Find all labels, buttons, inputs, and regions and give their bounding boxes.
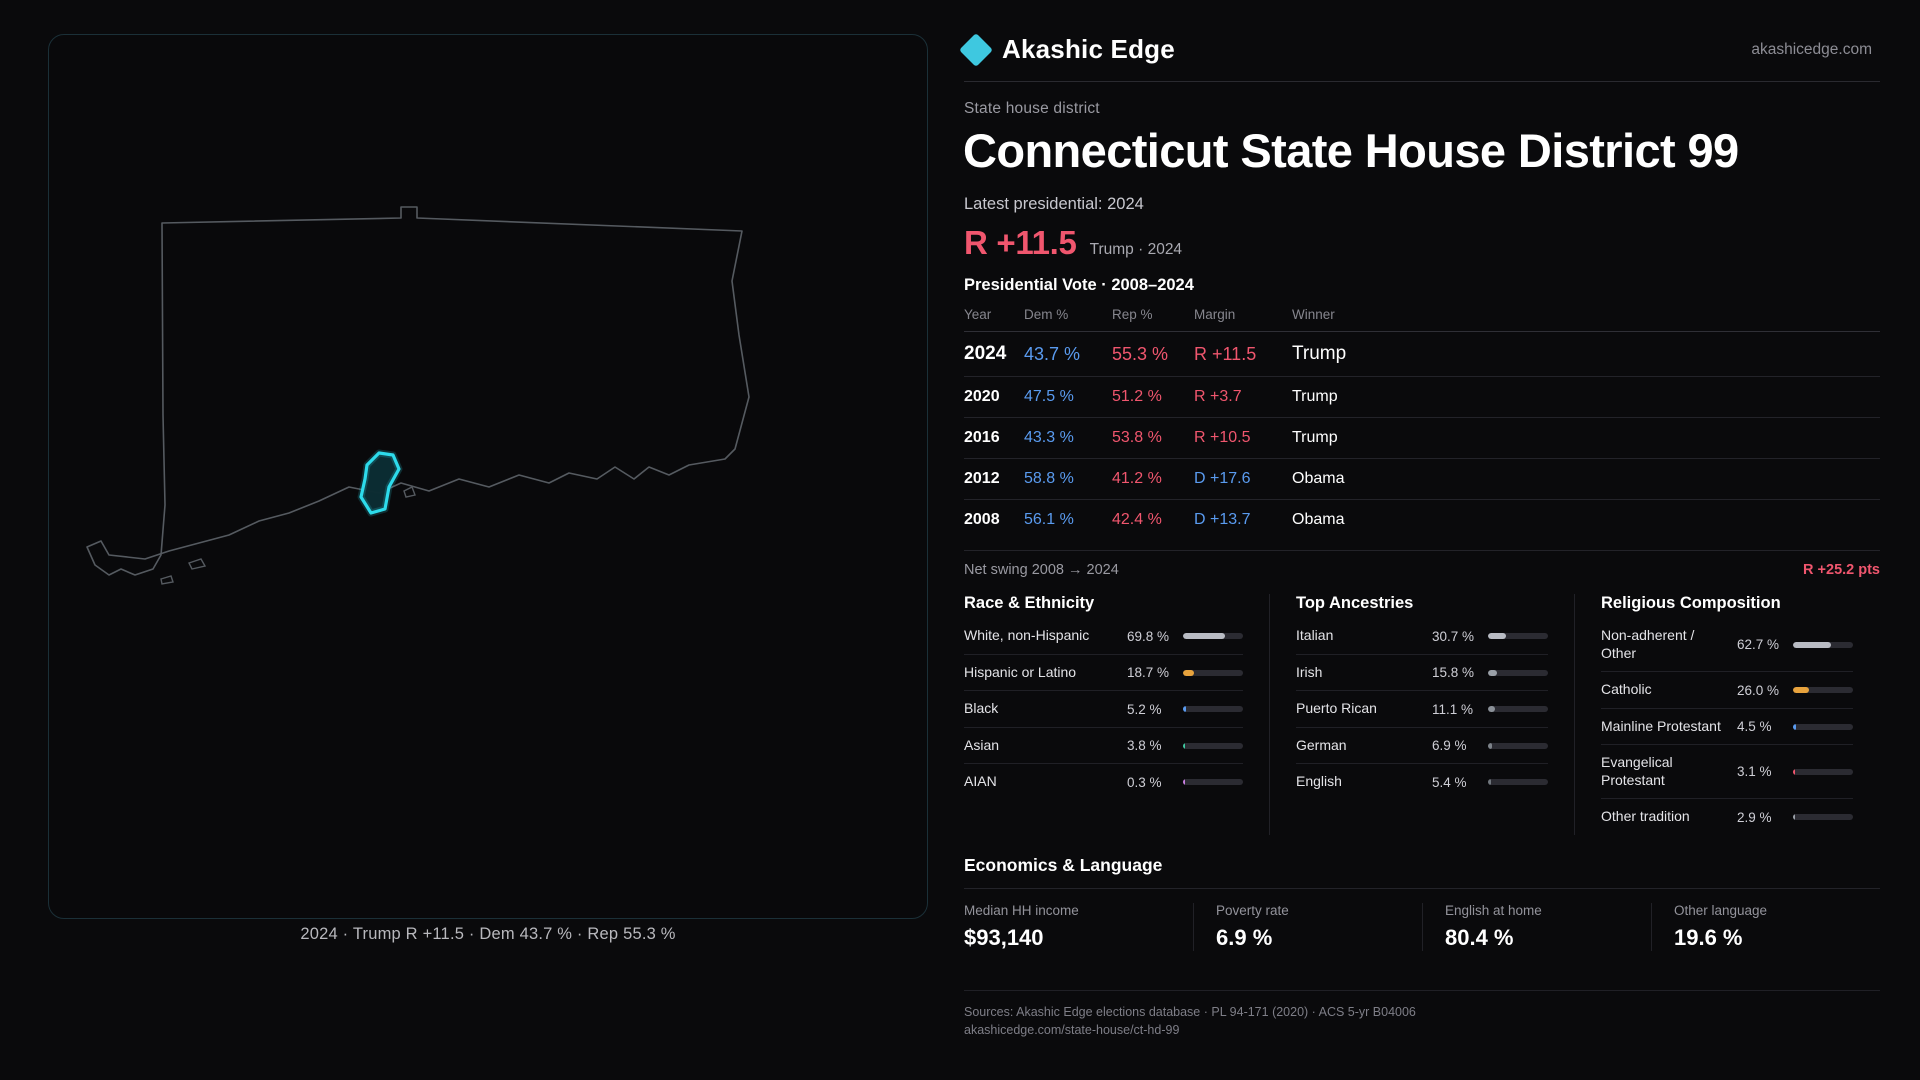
economics-cell-label: Other language bbox=[1674, 902, 1768, 918]
demo-row-value: 5.4 % bbox=[1432, 774, 1467, 790]
demo-row-label: Catholic bbox=[1601, 681, 1652, 698]
demo-row bbox=[1601, 798, 1853, 835]
demo-row bbox=[964, 763, 1243, 800]
demo-row bbox=[1601, 744, 1853, 798]
race-ethnicity-title: Race & Ethnicity bbox=[964, 594, 1095, 613]
sources-line-1: Sources: Akashic Edge elections database · PL 94-171 (2020) · ACS 5-yr B04006 bbox=[964, 1004, 1416, 1019]
map-caption: 2024 · Trump R +11.5 · Dem 43.7 % · Rep 55.3 % bbox=[300, 925, 676, 943]
demo-row-label: Hispanic or Latino bbox=[964, 663, 1077, 680]
demo-row-label: Asian bbox=[964, 736, 1000, 753]
demo-row-value: 2.9 % bbox=[1737, 809, 1772, 825]
table-header-row bbox=[964, 307, 1880, 332]
net-swing-label: Net swing 2008 → 2024 bbox=[964, 562, 1119, 579]
cell-dem: 47.5 % bbox=[1024, 377, 1112, 418]
race-ethnicity-column bbox=[964, 594, 1269, 835]
demo-row-bar bbox=[1488, 779, 1548, 785]
demo-row bbox=[1601, 671, 1853, 708]
demo-row-value: 15.8 % bbox=[1432, 665, 1475, 681]
economics-cell-value: 19.6 % bbox=[1674, 924, 1743, 950]
cell-rep: 51.2 % bbox=[1112, 377, 1194, 418]
economics-cell bbox=[1422, 903, 1651, 951]
demo-row bbox=[1296, 727, 1548, 764]
demo-row-value: 0.3 % bbox=[1127, 774, 1162, 790]
demographics-columns bbox=[964, 594, 1880, 835]
table-row bbox=[964, 418, 1880, 459]
demo-row-bar bbox=[1183, 633, 1243, 639]
demo-row bbox=[964, 654, 1243, 691]
map-frame[interactable] bbox=[48, 34, 928, 919]
economics-cell-value: $93,140 bbox=[964, 924, 1044, 950]
cell-winner: Trump bbox=[1292, 377, 1880, 418]
demo-row-bar bbox=[1488, 633, 1548, 639]
religious-composition-title: Religious Composition bbox=[1601, 594, 1781, 613]
cell-margin: D +17.6 bbox=[1194, 459, 1292, 500]
economics-title: Economics & Language bbox=[964, 854, 1163, 875]
cell-dem: 43.3 % bbox=[1024, 418, 1112, 459]
headline-margin bbox=[964, 224, 1872, 262]
cell-year: 2024 bbox=[964, 332, 1024, 377]
demo-row-label: English bbox=[1296, 773, 1342, 790]
cell-dem: 58.8 % bbox=[1024, 459, 1112, 500]
demo-row-value: 30.7 % bbox=[1432, 628, 1475, 644]
connecticut-map bbox=[49, 35, 928, 919]
demo-row-bar bbox=[1793, 814, 1853, 820]
demo-row bbox=[964, 623, 1243, 654]
demo-row-label: Irish bbox=[1296, 663, 1323, 680]
demo-row-label: Italian bbox=[1296, 627, 1334, 644]
demo-row-label: German bbox=[1296, 736, 1347, 753]
cell-margin: D +13.7 bbox=[1194, 500, 1292, 541]
demo-row-label: Puerto Rican bbox=[1296, 700, 1377, 717]
cell-winner: Obama bbox=[1292, 500, 1880, 541]
col-margin: Margin bbox=[1194, 307, 1236, 323]
table-row bbox=[964, 500, 1880, 541]
demo-row-value: 69.8 % bbox=[1127, 628, 1170, 644]
demo-row bbox=[1296, 690, 1548, 727]
sources-block bbox=[964, 990, 1880, 1041]
cell-rep: 41.2 % bbox=[1112, 459, 1194, 500]
cell-margin: R +10.5 bbox=[1194, 418, 1292, 459]
eyebrow-label: State house district bbox=[964, 100, 1100, 117]
presidential-vote-table bbox=[964, 307, 1880, 540]
top-ancestries-column bbox=[1269, 594, 1574, 835]
demo-row-bar bbox=[1183, 743, 1243, 749]
cell-year: 2008 bbox=[964, 500, 1024, 541]
cell-rep: 53.8 % bbox=[1112, 418, 1194, 459]
table-row bbox=[964, 459, 1880, 500]
demo-row-bar bbox=[1488, 743, 1548, 749]
economics-cell-label: English at home bbox=[1445, 902, 1542, 918]
demo-row-bar bbox=[1183, 706, 1243, 712]
demo-row bbox=[1296, 763, 1548, 800]
diamond-logo-icon bbox=[959, 33, 993, 67]
cell-winner: Obama bbox=[1292, 459, 1880, 500]
demo-row-value: 11.1 % bbox=[1432, 701, 1474, 717]
cell-dem: 56.1 % bbox=[1024, 500, 1112, 541]
demo-row-label: Evangelical Protestant bbox=[1601, 754, 1673, 788]
sources-line-2[interactable]: akashicedge.com/state-house/ct-hd-99 bbox=[964, 1023, 1180, 1038]
economics-cell-label: Median HH income bbox=[964, 902, 1079, 918]
cell-margin: R +3.7 bbox=[1194, 377, 1292, 418]
economics-cell bbox=[1651, 903, 1880, 951]
demo-row-label: Non-adherent / Other bbox=[1601, 627, 1695, 661]
demo-row bbox=[1296, 623, 1548, 654]
economics-grid bbox=[964, 888, 1880, 951]
latest-presidential-label: Latest presidential: 2024 bbox=[964, 195, 1144, 214]
economics-cell bbox=[964, 903, 1193, 951]
demo-row bbox=[1601, 708, 1853, 745]
header-divider bbox=[964, 81, 1880, 82]
col-dem: Dem % bbox=[1024, 307, 1069, 323]
demo-row-bar bbox=[1488, 670, 1548, 676]
cell-year: 2016 bbox=[964, 418, 1024, 459]
headline-margin-value: R +11.5 bbox=[964, 224, 1077, 262]
demo-row-label: AIAN bbox=[964, 773, 997, 790]
demo-row-value: 6.9 % bbox=[1432, 738, 1467, 754]
top-ancestries-title: Top Ancestries bbox=[1296, 594, 1414, 613]
demo-row-label: White, non-Hispanic bbox=[964, 627, 1090, 644]
demo-row-bar bbox=[1793, 769, 1853, 775]
brand-name: Akashic Edge bbox=[1002, 34, 1175, 64]
demo-row-value: 26.0 % bbox=[1737, 682, 1780, 698]
demo-row bbox=[964, 690, 1243, 727]
economics-cell bbox=[1193, 903, 1422, 951]
col-rep: Rep % bbox=[1112, 307, 1153, 323]
brand-site[interactable]: akashicedge.com bbox=[1751, 40, 1872, 58]
economics-cell-value: 80.4 % bbox=[1445, 924, 1514, 950]
cell-rep: 55.3 % bbox=[1112, 332, 1194, 377]
cell-winner: Trump bbox=[1292, 332, 1880, 377]
demo-row-value: 5.2 % bbox=[1127, 701, 1162, 717]
net-swing-row bbox=[964, 550, 1880, 578]
cell-year: 2020 bbox=[964, 377, 1024, 418]
col-winner: Winner bbox=[1292, 307, 1335, 323]
demo-row-label: Black bbox=[964, 700, 999, 717]
cell-winner: Trump bbox=[1292, 418, 1880, 459]
demo-row bbox=[1601, 623, 1853, 671]
cell-year: 2012 bbox=[964, 459, 1024, 500]
cell-rep: 42.4 % bbox=[1112, 500, 1194, 541]
demo-row-bar bbox=[1183, 670, 1243, 676]
religious-composition-column bbox=[1574, 594, 1879, 835]
demo-row bbox=[1296, 654, 1548, 691]
info-panel bbox=[960, 0, 1920, 1080]
demo-row-bar bbox=[1793, 642, 1853, 648]
brand-bar bbox=[964, 28, 1872, 65]
col-year: Year bbox=[964, 307, 992, 323]
demo-row-label: Mainline Protestant bbox=[1601, 717, 1721, 734]
demo-row-bar bbox=[1183, 779, 1243, 785]
economics-cell-value: 6.9 % bbox=[1216, 924, 1273, 950]
demo-row-label: Other tradition bbox=[1601, 808, 1690, 825]
cell-margin: R +11.5 bbox=[1194, 332, 1292, 377]
economics-cell-label: Poverty rate bbox=[1216, 902, 1289, 918]
cell-dem: 43.7 % bbox=[1024, 332, 1112, 377]
page-title: Connecticut State House District 99 bbox=[963, 124, 1739, 177]
table-row bbox=[964, 377, 1880, 418]
demo-row bbox=[964, 727, 1243, 764]
table-row bbox=[964, 332, 1880, 377]
demo-row-value: 3.1 % bbox=[1737, 764, 1772, 780]
vote-section-title: Presidential Vote · 2008–2024 bbox=[964, 276, 1194, 295]
demo-row-value: 62.7 % bbox=[1737, 637, 1780, 653]
demo-row-value: 3.8 % bbox=[1127, 738, 1162, 754]
demo-row-bar bbox=[1793, 687, 1853, 693]
demo-row-bar bbox=[1488, 706, 1548, 712]
demo-row-value: 18.7 % bbox=[1127, 665, 1170, 681]
net-swing-value: R +25.2 pts bbox=[1803, 562, 1880, 579]
headline-margin-sub: Trump · 2024 bbox=[1089, 241, 1183, 259]
demo-row-value: 4.5 % bbox=[1737, 719, 1772, 735]
demo-row-bar bbox=[1793, 724, 1853, 730]
